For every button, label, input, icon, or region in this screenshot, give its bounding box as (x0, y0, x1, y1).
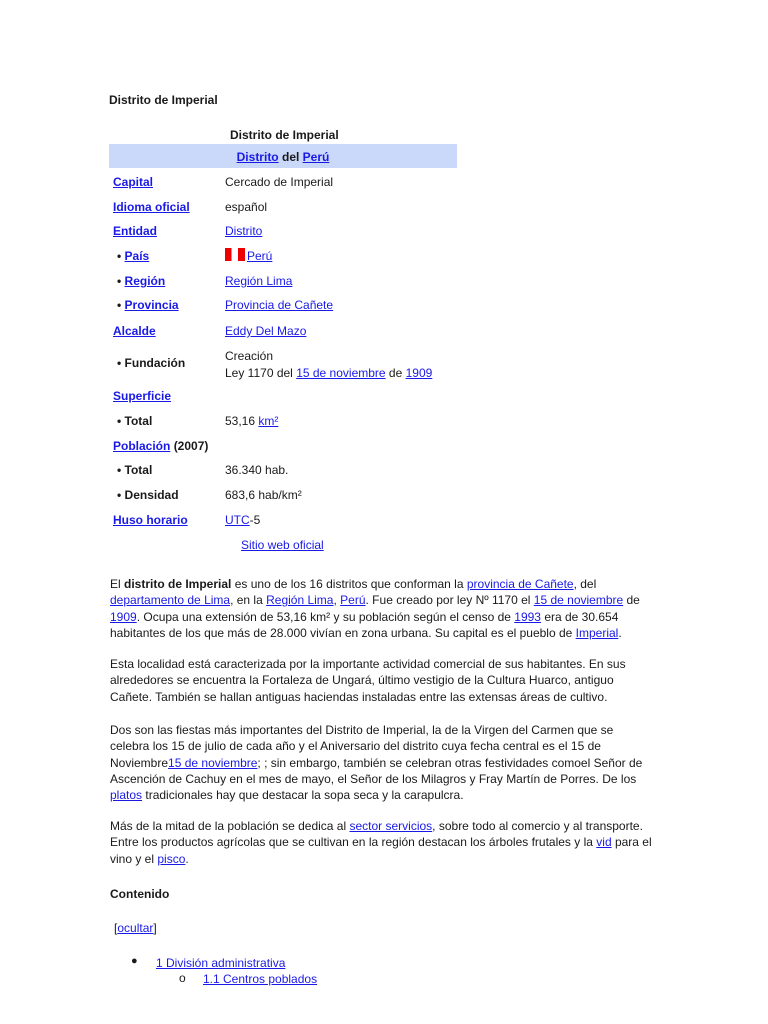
alcalde-label[interactable]: Alcalde (113, 324, 156, 338)
text: . Ocupa una extensión de 53,16 km² y su población según el censo de (136, 609, 515, 624)
utc-link[interactable]: UTC (225, 513, 250, 527)
pais-value-link[interactable]: Perú (247, 249, 273, 263)
text: Dos son las fiestas más importantes del Distrito de Imperial, la de la Virgen del Carmen que se celebra los 15 de julio de cada año y el Aniversario del distrito cuya fecha central es el 15 de Noviembre (110, 723, 614, 770)
text: El (110, 577, 125, 591)
fundacion-value (225, 348, 432, 381)
paragraph-1 (110, 576, 655, 641)
infobox-subtitle (109, 144, 457, 168)
pais-value (225, 248, 272, 263)
entidad-value[interactable]: Distrito (225, 224, 263, 238)
poblacion-row-label (113, 439, 208, 453)
paragraph-4 (110, 818, 655, 867)
provincia-label[interactable]: Provincia (124, 298, 179, 312)
provincia-value[interactable]: Provincia de Cañete (225, 298, 334, 312)
year-1909-link[interactable]: 1909 (110, 609, 137, 624)
idioma-label[interactable]: Idioma oficial (113, 200, 190, 214)
huso-label[interactable]: Huso horario (113, 513, 188, 527)
region-value[interactable]: Región Lima (225, 274, 293, 288)
bullet: • (117, 274, 122, 288)
toc-bullet: ● (131, 955, 138, 967)
peru-link[interactable]: Perú (302, 150, 330, 164)
infobox-title: Distrito de Imperial (230, 128, 339, 142)
date-link[interactable]: 15 de noviembre (168, 755, 258, 770)
poblacion-label[interactable]: Población (113, 439, 171, 453)
fundacion-date-link[interactable]: 15 de noviembre (296, 365, 386, 380)
paragraph-3 (110, 722, 655, 803)
text: es uno de los 16 distritos que conforman la (231, 577, 467, 591)
contents-heading: Contenido (110, 887, 170, 901)
densidad-label: • Densidad (117, 488, 179, 502)
pisco-link[interactable]: pisco (157, 851, 186, 866)
total-pop-value: 36.340 hab. (225, 463, 289, 477)
peru-flag-icon (225, 248, 245, 261)
website-link[interactable]: Sitio web oficial (241, 538, 324, 552)
bold-term: distrito de Imperial (124, 577, 232, 591)
toc-sub-bullet: o (179, 971, 186, 985)
fundacion-line2 (225, 365, 432, 382)
peru-link[interactable]: Perú (340, 593, 366, 608)
bracket: ] (153, 921, 157, 935)
imperial-link[interactable]: Imperial (575, 625, 619, 640)
ocultar-link[interactable]: ocultar (117, 921, 154, 935)
fundacion-de: de (388, 365, 403, 380)
poblacion-year: (2007) (173, 439, 209, 453)
capital-value: Cercado de Imperial (225, 175, 334, 189)
superficie-label[interactable]: Superficie (113, 389, 172, 403)
vid-link[interactable]: vid (596, 835, 612, 850)
idioma-value: español (225, 200, 268, 214)
text: , del (573, 577, 597, 591)
huso-value (225, 513, 260, 527)
pais-label[interactable]: País (124, 249, 150, 263)
total-pop-label: • Total (117, 463, 153, 477)
region-row-label (117, 274, 165, 288)
total-area-label: • Total (117, 414, 153, 428)
bullet: • (117, 249, 122, 263)
year-1993-link[interactable]: 1993 (514, 609, 541, 624)
fundacion-year-link[interactable]: 1909 (405, 365, 433, 380)
toc-item-centros[interactable]: 1.1 Centros poblados (203, 972, 318, 986)
text: . Fue creado por ley Nº 1170 el (365, 593, 534, 608)
text: tradicionales hay que destacar la sopa seca y la carapulcra. (142, 788, 464, 803)
paragraph-2: Esta localidad está caracterizada por la importante actividad comercial de sus habitantes. En sus alrededores se encuentra la Fortaleza de Ungará, último vestigio de la Cultura Huarco, antiguo Cañete. También se hallan antiguas haciendas instaladas entre las extensas áreas de cultivo. (110, 657, 626, 704)
utc-offset: -5 (249, 513, 261, 527)
text: era de 30.654 habitantes de los que más de 28.000 vivían en zona urbana. Su capital es el pueblo de (110, 609, 619, 640)
text: Más de la mitad de la población se dedica al (110, 819, 350, 833)
distrito-link[interactable]: Distrito (236, 150, 279, 164)
region-label[interactable]: Región (124, 274, 166, 288)
fundacion-prefix: Ley 1170 del (225, 365, 293, 380)
area-number: 53,16 (225, 414, 256, 428)
text: , en la (230, 593, 267, 608)
text: de (623, 593, 640, 608)
km2-link[interactable]: km² (258, 414, 279, 428)
text: , (333, 593, 341, 608)
text: para el vino y el (110, 835, 652, 866)
contents-toggle (114, 921, 157, 935)
page-title: Distrito de Imperial (109, 93, 218, 107)
text: . (618, 625, 622, 640)
total-area-value (225, 414, 278, 428)
platos-link[interactable]: platos (110, 788, 143, 803)
capital-label[interactable]: Capital (113, 175, 154, 189)
sector-servicios-link[interactable]: sector servicios (349, 819, 433, 833)
departamento-lima-link[interactable]: departamento de Lima (110, 593, 231, 608)
pais-row-label (117, 249, 149, 263)
densidad-value: 683,6 hab/km² (225, 488, 302, 502)
text: ; ; sin embargo, también se celebran otras festividades comoel Señor de Ascención de Cachuy en el mes de mayo, el Señor de los Milagros y Fray Martín de Porres. De los (110, 755, 643, 786)
del-text: del (281, 150, 300, 164)
fundacion-line1: Creación (225, 349, 274, 363)
region-lima-link[interactable]: Región Lima (266, 593, 334, 608)
text: . (185, 851, 189, 866)
provincia-canete-link[interactable]: provincia de Cañete (466, 577, 574, 591)
alcalde-value[interactable]: Eddy Del Mazo (225, 324, 307, 338)
text: , sobre todo al comercio y al transporte. Entre los productos agrícolas que se cultivan en la región destacan los árboles frutales y la (110, 819, 643, 850)
date-link[interactable]: 15 de noviembre (533, 593, 624, 608)
bullet: • (117, 298, 122, 312)
entidad-label[interactable]: Entidad (113, 224, 157, 238)
bracket: [ (114, 921, 118, 935)
fundacion-label: • Fundación (117, 356, 186, 370)
provincia-row-label (117, 298, 179, 312)
toc-item-division[interactable]: 1 División administrativa (156, 956, 286, 970)
